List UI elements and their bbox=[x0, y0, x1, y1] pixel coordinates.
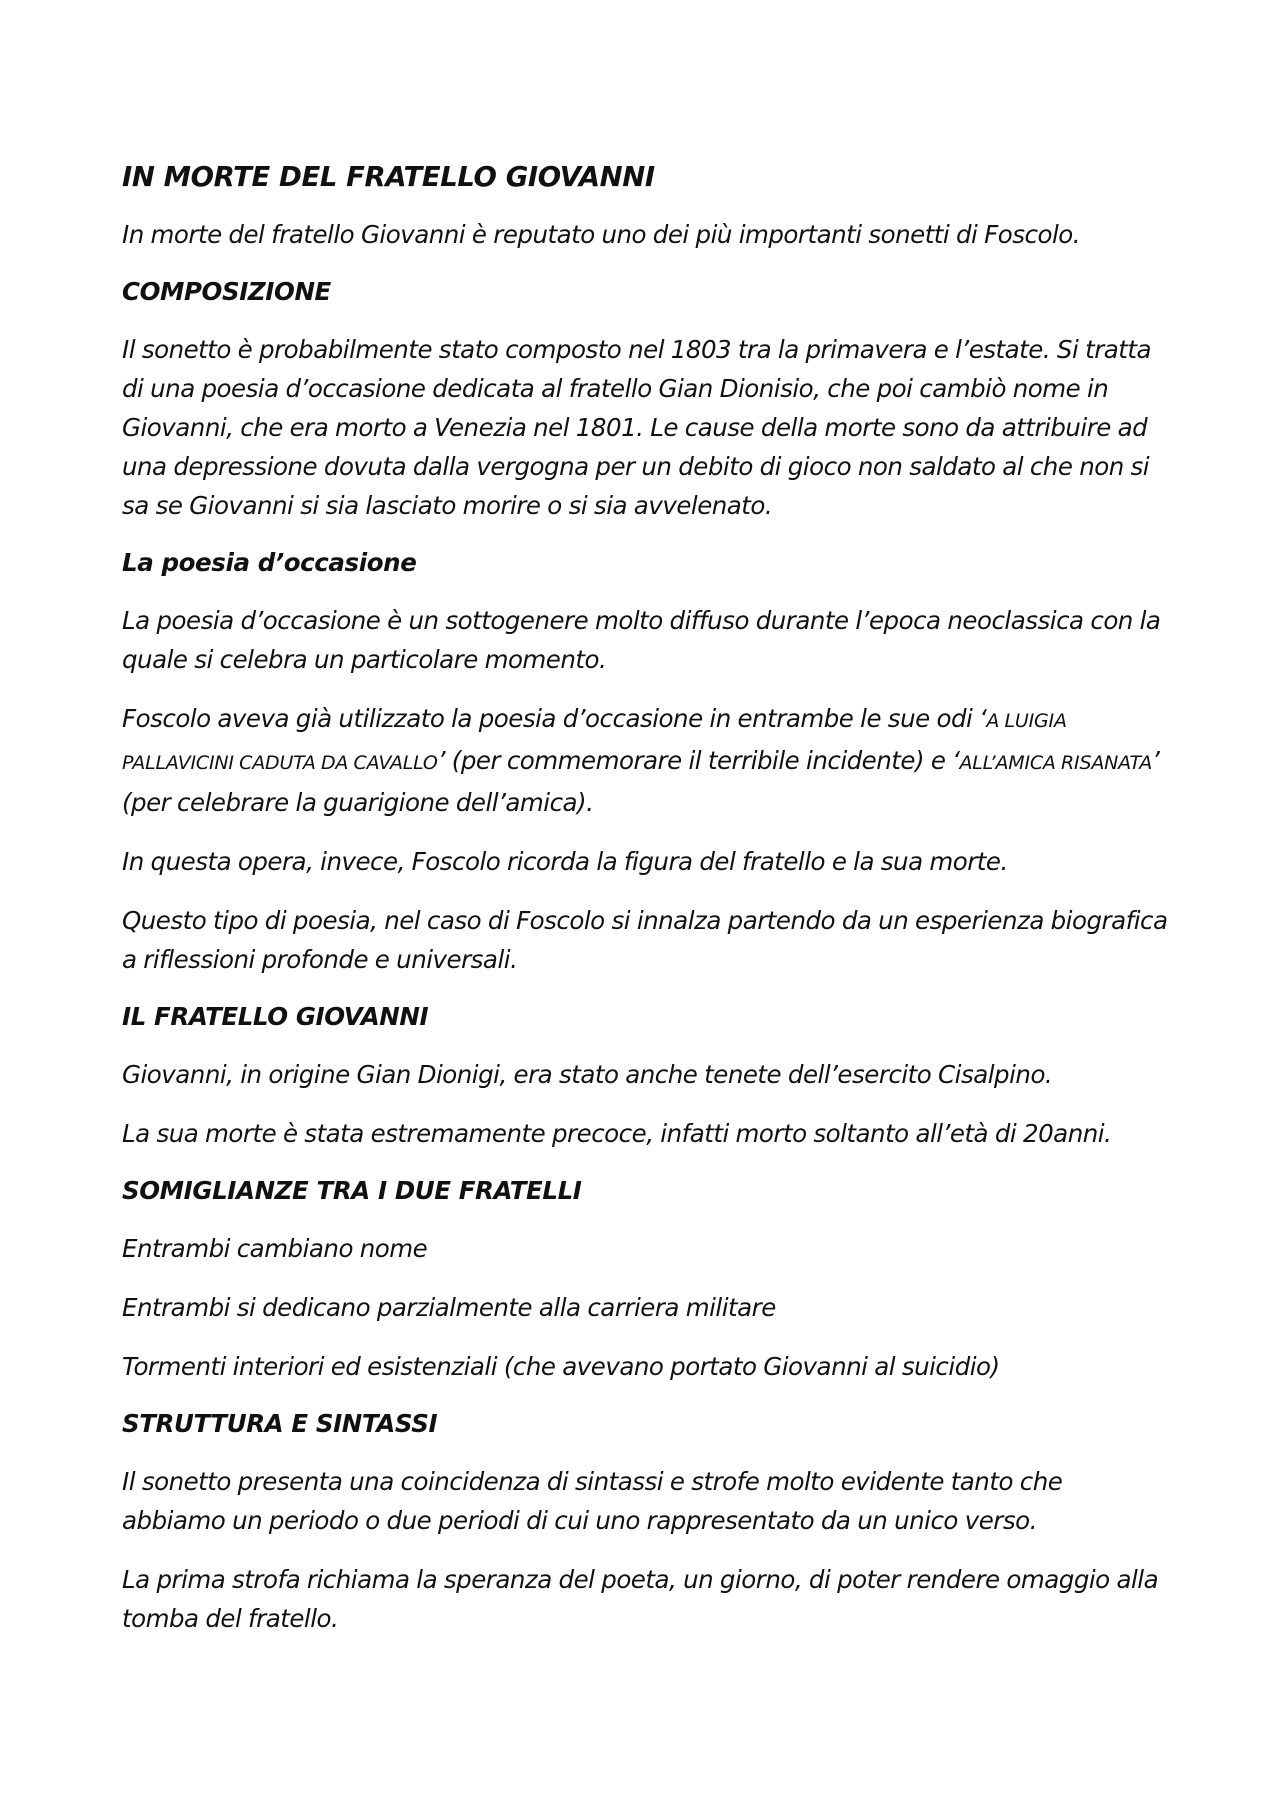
somiglianze-item: Tormenti interiori ed esistenziali (che avevano portato Giovanni al suicidio) bbox=[122, 1352, 1000, 1381]
fratello-paragraph-2: La sua morte è stata estremamente precoce, infatti morto soltanto all’età di 20anni. bbox=[122, 1119, 1112, 1148]
document-body bbox=[122, 157, 1172, 1658]
ode-title-amica: ALL’AMICA RISANATA bbox=[959, 752, 1153, 774]
poesia-occasione-paragraph-2 bbox=[122, 699, 1172, 822]
poesia-occasione-paragraph-1: La poesia d’occasione è un sottogenere molto diffuso durante l’epoca neoclassica con la quale si celebra un particolare momento. bbox=[122, 606, 1161, 674]
somiglianze-item: Entrambi cambiano nome bbox=[122, 1234, 428, 1263]
para2-start: Foscolo aveva già utilizzato la poesia d’occasione in entrambe le sue odi ‘ bbox=[122, 704, 987, 733]
ode-title-luigia: A LUIGIA PALLAVICINI CADUTA DA CAVALLO bbox=[122, 710, 1067, 774]
section-heading-fratello: IL FRATELLO GIOVANNI bbox=[122, 1002, 429, 1031]
para2-mid: ’ (per commemorare il terribile incidente) e ‘ bbox=[437, 746, 960, 775]
poesia-occasione-paragraph-4: Questo tipo di poesia, nel caso di Foscolo si innalza partendo da un esperienza biografica a riflessioni profonde e universali. bbox=[122, 906, 1168, 974]
section-heading-somiglianze: SOMIGLIANZE TRA I DUE FRATELLI bbox=[122, 1176, 582, 1205]
struttura-paragraph-1: Il sonetto presenta una coincidenza di sintassi e strofe molto evidente tanto che abbiamo un periodo o due periodi di cui uno rappresentato da un unico verso. bbox=[122, 1467, 1063, 1535]
para2-end: ’ (per celebrare la guarigione dell’amica). bbox=[122, 746, 1160, 817]
intro-paragraph: In morte del fratello Giovanni è reputato uno dei più importanti sonetti di Foscolo. bbox=[122, 220, 1081, 249]
section-heading-composizione: COMPOSIZIONE bbox=[122, 277, 331, 306]
poesia-occasione-paragraph-3: In questa opera, invece, Foscolo ricorda la figura del fratello e la sua morte. bbox=[122, 847, 1008, 876]
somiglianze-item: Entrambi si dedicano parzialmente alla carriera militare bbox=[122, 1293, 776, 1322]
document-title: IN MORTE DEL FRATELLO GIOVANNI bbox=[122, 161, 655, 193]
struttura-paragraph-2: La prima strofa richiama la speranza del poeta, un giorno, di poter rendere omaggio alla tomba del fratello. bbox=[122, 1565, 1159, 1633]
section-heading-poesia-occasione: La poesia d’occasione bbox=[122, 548, 417, 577]
composizione-paragraph: Il sonetto è probabilmente stato composto nel 1803 tra la primavera e l’estate. Si tratta di una poesia d’occasione dedicata al fratello Gian Dionisio, che poi cambiò nome in Giovanni, che era morto a Venezia nel 1801. Le cause della morte sono da attribuire ad una depressione dovuta dalla vergogna per un debito di gioco non saldato al che non si sa se Giovanni si sia lasciato morire o si sia avvelenato. bbox=[122, 335, 1152, 520]
fratello-paragraph-1: Giovanni, in origine Gian Dionigi, era stato anche tenete dell’esercito Cisalpino. bbox=[122, 1060, 1053, 1089]
section-heading-struttura: STRUTTURA E SINTASSI bbox=[122, 1409, 438, 1438]
